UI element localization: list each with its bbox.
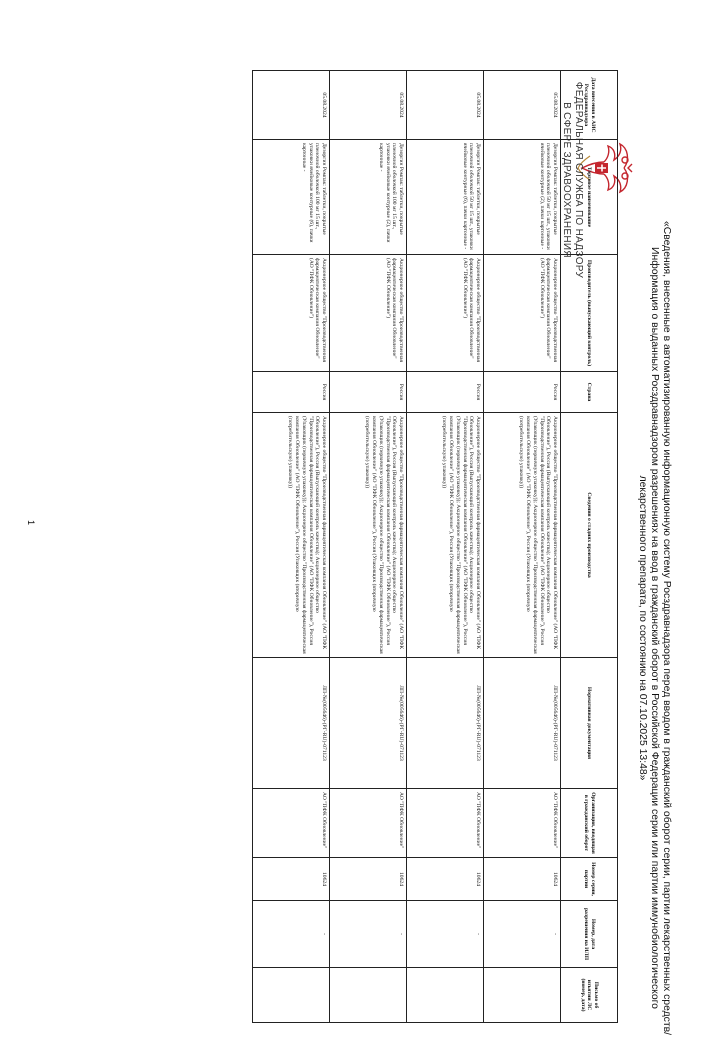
column-header-manufacturer: Производитель (выпускающий контроль)	[561, 255, 618, 372]
cell-permit: -	[330, 901, 407, 968]
table-row	[330, 71, 407, 1023]
cell-date: 05.08.2024	[407, 71, 484, 140]
cell-withdrawal-letter	[253, 968, 330, 1023]
cell-manufacturer: Акционерное общество "Производственная фармацевтическая компания Обновление" (АО "ПФК Обновление")	[330, 255, 407, 372]
cell-manufacturer: Акционерное общество "Производственная фармацевтическая компания Обновление" (АО "ПФК Обновление")	[253, 255, 330, 372]
cell-normative-docs: ЛП-№(005646)-(РГ-RU)-071123	[484, 658, 561, 789]
cell-normative-docs: ЛП-№(005646)-(РГ-RU)-071123	[330, 658, 407, 789]
table-row	[407, 71, 484, 1023]
cell-country: Россия	[253, 372, 330, 413]
cell-batch-number: 10624	[407, 858, 484, 901]
column-header-production-stages: Сведения о стадиях производства	[561, 413, 618, 658]
column-header-trade-name: Торговое наименование	[561, 140, 618, 255]
cell-organization: АО "ПФК Обновление"	[407, 789, 484, 858]
cell-trade-name: Дезоргин Ромпак: таблетки, покрытые пленочной оболочкой 100 мг 15 шт., упаковки ячейковые контурные (2), пачки картонные -	[330, 140, 407, 255]
cell-withdrawal-letter	[330, 968, 407, 1023]
cell-country: Россия	[484, 372, 561, 413]
cell-trade-name: Дезоргин Ромпак: таблетки, покрытые пленочной оболочкой 50 мг 15 шт., упаковки ячейковые контурные (2), пачки картонные -	[484, 140, 561, 255]
cell-manufacturer: Акционерное общество "Производственная фармацевтическая компания Обновление" (АО "ПФК Обновление")	[484, 255, 561, 372]
cell-normative-docs: ЛП-№(005646)-(РГ-RU)-071123	[253, 658, 330, 789]
document-title: «Сведения, внесенные в автоматизированную информационную систему Росздравнадзора перед вводом в гражданский оборот серии, партии лекарственных средств/ Информация о выданных Росздравнадзором разрешениях на ввод в гражданский оборот в Российской Федерации серии или партии иммунобиологического лекарственного препарата, по состоянию на 07.10.2025 13:48»	[637, 220, 672, 1036]
cell-batch-number: 10624	[253, 858, 330, 901]
cell-organization: АО "ПФК Обновление"	[484, 789, 561, 858]
table-row	[253, 71, 330, 1023]
cell-manufacturer: Акционерное общество "Производственная фармацевтическая компания Обновление" (АО "ПФК Обновление")	[407, 255, 484, 372]
registry-table	[252, 70, 618, 1023]
cell-trade-name: Дезоргин Ромпак: таблетки, покрытые пленочной оболочкой 100 мг 15 шт., упаковки ячейковые контурные (6), пачки картонные -	[253, 140, 330, 255]
cell-date: 05.08.2024	[330, 71, 407, 140]
column-header-permit: Номер, дата разрешения на ИЛП	[561, 901, 618, 968]
column-header-batch-number: Номер серии, партии	[561, 858, 618, 901]
cell-batch-number: 10624	[484, 858, 561, 901]
cell-organization: АО "ПФК Обновление"	[330, 789, 407, 858]
cell-withdrawal-letter	[407, 968, 484, 1023]
cell-organization: АО "ПФК Обновление"	[253, 789, 330, 858]
column-header-withdrawal-letter: Письмо об изъятии ЛС (номер, дата)	[561, 968, 618, 1023]
cell-production-stages: Акционерное общество "Производственная фармацевтическая компания Обновление" (АО "ПФК Обновление"), Россия (Выпускающий контроль качества); Акционерное общество "Производственная фармацевтическая компания Обновление" (АО "ПФК Обновление"), Россия (Упаковщик (первичную упаковку)); Акционерное общество "Производственная фармацевтическая компания Обновление" (АО "ПФК Обновление"), Россия (Упаковщик (вторичную (потребительскую) упаковку))	[330, 413, 407, 658]
cell-date: 05.08.2024	[253, 71, 330, 140]
table-header-row	[561, 71, 618, 1023]
cell-production-stages: Акционерное общество "Производственная фармацевтическая компания Обновление" (АО "ПФК Обновление"), Россия (Выпускающий контроль качества); Акционерное общество "Производственная фармацевтическая компания Обновление" (АО "ПФК Обновление"), Россия (Упаковщик (первичную упаковку)); Акционерное общество "Производственная фармацевтическая компания Обновление" (АО "ПФК Обновление"), Россия (Упаковщик (вторичную (потребительскую) упаковку))	[484, 413, 561, 658]
cell-production-stages: Акционерное общество "Производственная фармацевтическая компания Обновление" (АО "ПФК Обновление"), Россия (Выпускающий контроль качества); Акционерное общество "Производственная фармацевтическая компания Обновление" (АО "ПФК Обновление"), Россия (Упаковщик (первичную упаковку)); Акционерное общество "Производственная фармацевтическая компания Обновление" (АО "ПФК Обновление"), Россия (Упаковщик (вторичную (потребительскую) упаковку))	[407, 413, 484, 658]
table-row	[484, 71, 561, 1023]
cell-country: Россия	[407, 372, 484, 413]
page-number: 1	[26, 520, 36, 526]
agency-name-line1: ФЕДЕРАЛЬНАЯ СЛУЖБА ПО НАДЗОРУ	[573, 81, 584, 279]
cell-permit: -	[253, 901, 330, 968]
cell-production-stages: Акционерное общество "Производственная фармацевтическая компания Обновление" (АО "ПФК Обновление"), Россия (Выпускающий контроль качества); Акционерное общество "Производственная фармацевтическая компания Обновление" (АО "ПФК Обновление"), Россия (Упаковщик (первичную упаковку)); Акционерное общество "Производственная фармацевтическая компания Обновление" (АО "ПФК Обновление"), Россия (Упаковщик (вторичную (потребительскую) упаковку))	[253, 413, 330, 658]
agency-name-line2: В СФЕРЕ ЗДРАВООХРАНЕНИЯ	[561, 102, 572, 258]
cell-trade-name: Дезоргин Ромпак: таблетки, покрытые пленочной оболочкой 50 мг 15 шт., упаковки ячейковые контурные (6), пачки картонные -	[407, 140, 484, 255]
cell-permit: -	[407, 901, 484, 968]
cell-permit: -	[484, 901, 561, 968]
cell-normative-docs: ЛП-№(005646)-(РГ-RU)-071123	[407, 658, 484, 789]
column-header-organization: Организация, вводящая в гражданский оборот	[561, 789, 618, 858]
cell-batch-number: 10624	[330, 858, 407, 901]
column-header-country: Страна	[561, 372, 618, 413]
column-header-date: Дата внесения в АИС Росздравнадзора	[561, 71, 618, 140]
cell-withdrawal-letter	[484, 968, 561, 1023]
cell-country: Россия	[330, 372, 407, 413]
cell-date: 05.08.2024	[484, 71, 561, 140]
column-header-normative-docs: Нормативная документация	[561, 658, 618, 789]
